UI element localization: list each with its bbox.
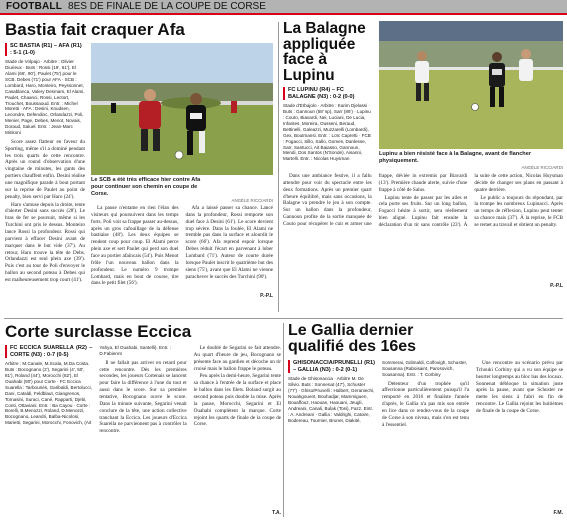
article-body (288, 360, 563, 510)
author-signature: T.A. (272, 510, 281, 516)
article-eccica-corte (5, 323, 281, 519)
author-signature: F.M. (553, 510, 563, 516)
paragraph: Score assez flatteur en faveur du Sporting, même s'il a dominé pendant les trois quarts de cette rencontre. Après un round d'observation d'une vingtaine de minutes, les gants des portiers chauffent enfin. Desini réalise une magnifique parade à bout portant sur la reprise de Paulet au point de penalty, bien servi par Haro (24'). (5, 138, 85, 200)
match-score: SC BASTIA (R1) – AFA (R1) : 5-1 (1-0) (5, 43, 85, 56)
article-body-continued (91, 205, 273, 293)
photo-credit: ANGÈLE RICCIARDI (231, 197, 273, 203)
section-header (0, 0, 567, 15)
article-title: Bastia fait craquer Afa (5, 21, 185, 39)
match-photo (91, 43, 273, 175)
match-info: Stade de Ghisonaccia · Arbitre M. De Silvio. Buts : Sonnenat (47'), Schuster (77') · Ghiso/Prunelli : Halbert, Geraniechi, Nouakgouent, Bouhadjar, Mammiguen, Bouaffouz, Haouan, Haouani, Jeugli, Andreani, Canali, Bulak (Tosi), Fazz. Entr. : A. Andreani · Gallia : Valdrighi, Catoire, Bodereau, Tournier, Brunet, Diakité, Sommerai, Gdimaldi, Colfovigh, Schuster, Sousanna (Raboisaint, Parosovich, Sousanna). Entr. : T. Corbiny (288, 360, 468, 423)
article-title: Le Gallia dernier qualifié des 16es (288, 323, 417, 355)
match-score: GHISONACCIA/PRUNELLI (R1) – GALLIA (N3) : 0-2 (0-1) (288, 360, 375, 373)
article-title: La Balagne appliquée face à Lupinu (283, 21, 366, 84)
match-info: Stade de Volpajo · Arbitre : Olivier Diurieux · Buts : Rossi (19', 61'), El Alami (66', 90'), Paulet (75') pour le SCB. Debes (71') pour AFA · SCB : Lombard, Haro, Monteiro, Peyssonnet, Casablanca, Valery Desmars, El Alami, Paulet, Chaanci, Rossi, Lectort, Trouchet, Boussaoud. Entr. : Michel Moretti · AFA : Desini, Knudsen, Lecondre, Defendinc, Orlandazzi, Poli, Menier, Page, Debes, Menot, Novais, Doraud, Saluel. Entr. : Jean-Marc Minkoni (5, 59, 85, 135)
paragraph: Peu après la demi-heure, Segarini tente sa chance à l'entrée de la surface et place le ballon dans les filets. Boland surgit au second poteau puis double la mise. Après la pause, Morocchi, Segarini et El Ouahabi complètent la marque. Corte rejoint les quarts de finale de la coupe de Corse. (193, 373, 281, 428)
paragraph: Le public a toujours du répondant, par la trompe les nombreux Lupinacci. Après un temps de réflexion, Lupinu peut tenter sa chance mais (37'). À la reprise, le FCB se remet au travail et obtient un penalty. (474, 194, 563, 228)
paragraph: Détenteur d'un trophée qu'il affectionne particulièrement puisqu'il l'a remporté en 2016 et finaliste l'année d'après, le Gallia n'a pas mis son entrée en lice dans ce rendez-vous de la coupe de Corse à son niveau, mais s'en est tenu à l'essentiel. (382, 380, 469, 428)
match-score: FC ECCICA SUARELLA (R2) – CORTE (N3) : 0-7 (0-5) (5, 345, 92, 358)
author-signature: P.-P.L (550, 282, 563, 289)
football-photo-lupinu (379, 21, 563, 149)
match-info: Stade d'Erbajolo · Arbitre : Karim Djelassi · Buts : Gannoun (58' sp), Sarr (86') · Lupinu : Couto, Biavardi, Nei, Luciani, De Lucia, Infantes, Moreira, Ousseni, Beraud, Bettinelli, Galeazzi, Muzzarelli (Lombardi), Gex, Boutmansi. Entr. : Loïc Capretti · FCB : Fogacci, Sillo, Sallo, Gomes, Danlesse, Sarr, Santucci, Ait Baiasso, Gannoun, Mendi, Dos Santos (N'Sonde), Aisanni, Martelli. Entr. : Nicolas Huysman (283, 103, 371, 162)
paragraph: Haro s'amuse depuis la droite, tente d'alerter Desini sans succès (28'). Le bras de fer se poursuit, même si les Turchini ont pris le dessus. Monteiro lance Rossi la profondeur. Rossi qui parvient à effacer Desini avant de marquer dans le but vide (37'). Au retour, Haro trouve la tête de Debs. Orlandazzi est seul plein axe (39'). Puis c'est au tour de Poli d'envoyer le ballon au second poteau à Debes qui est malheureusement trop court (41'). (5, 201, 85, 283)
paragraph: Afa a laissé passer sa chance. Lancé dans la profondeur, Rossi remporte son duel face à Desini (61'). Le score devient trop sévère. Dans la foulée, El Alami ne tremble pas dans la surface et alourdit le score (66'). Afa reprend espoir lorsque Debes réduit l'écart en parvenant à lober Lombard (71'). Auteur de courte durée lorsque Paulet inscrit le quatrième but des siens (75'), avant que El Alami ne vienne parachever le succès des Turchini (90'). (185, 204, 273, 280)
article-title: Corte surclasse Eccica (5, 323, 192, 341)
football-photo-bastia (91, 43, 273, 175)
article-body (283, 173, 563, 283)
column-divider (283, 323, 284, 517)
photo-credit: ANGÈLE RICCIARDI (521, 164, 563, 170)
paragraph: Le doublé de Segarini se fait attendre. Au quart d'heure de jeu, Bocognano se présente face au gardien et décoche un tir croisé mais le ballon frappe le poteau. (193, 345, 281, 372)
section-subtitle: 8ES DE FINALE DE LA COUPE DE CORSE (68, 1, 266, 12)
paragraph: Il ne fallait pas arriver en retard pour cette rencontre. Dès les premières secondes, les joueurs Cortenais se lancent pour faire la différence à l'une du tout et aussi dans le score. Sur sa première tentative, Bocognano ouvre le score. Dans la minute suivante, Segarini venait conclure de la tête, une action collective tranchant la Eccica. Les joueurs d'Eccica Suarella ne parviennent pas à contrôler la rencontre. (99, 359, 187, 435)
section-label: FOOTBALL (6, 1, 63, 12)
photo-caption: Lupinu a bien résisté face à la Balagne, avant de flancher physiquement. (379, 151, 532, 164)
match-info: Arbitre : M.Canale, M.Scala, M.Da Costa. Buts : Bocognano (2'), Segarini (4', 50', 81'), Roland (44'), Morocchi (82'), El Ouahabi (90') pour Corte · FC Eccica Suarella : Tarbouriés, Garibaldi, Bertolucci, Dani, Cataldi, Feldblaut, Giangrenos, Tomasini, Suraci, Cané, Rapparti, Djebi, Conti, Ottaviani. Entr. : Ba Cayou · Corte : Borelli, B.Menozzi, Roland, D.Menozzi, Bocognano, Leandri, Balba-Nicolosi, Marietti, Segarini, Morocchi, Fonovich, (Ait Yahya, El Ouahabi, Santelli). Entr. : D.Fabiennt (5, 345, 171, 426)
column-divider (278, 22, 279, 312)
match-score: FC LUPINU (R4) – FC BALAGNE (N3) : 0-2 (0-0) (283, 87, 373, 100)
paragraph: Une rencontre au scénario prévu par Tchouki Corbiny qui a vu son équipe se heurter longtemps au bloc bas des locaux. Sonnenat débloque la situation juste après la pause, avant que Schuster ne mette les siens à l'abri en fin de rencontre. Le Gallia rejoint les huitièmes de finale de la coupe de Corse. (476, 360, 563, 415)
row-divider (4, 318, 563, 319)
article-body (5, 139, 85, 284)
paragraph: Dans une ambiance festive, il a fallu attendre pour voir du spectacle entre les deux formations. Après un premier quart d'heure équilibré, mais sans occasions, la Balagne va prendre le jeu à son compte. Sur un ballon dans la profondeur, Gannoun profite de la sortie manquée de Couto pour récupérer le cuir et armer une frappe, déviée in extremis par Biavardi (13'). Première chaude alerte, suivie d'une frappe à côté de Salus. (283, 172, 468, 227)
paragraph: Lupinu tente de passer par les ailes et cela porte ses fruits. Sur un long ballon, Fogacci hésite à sortir, sera réellement bien aligné. Lupinu fait ensuite la déclaration d'un tir sans contrôle (23'). À la suite de cette action, Nicolas Huysman décide de changer ses plans en passant à quatre derrière. (378, 172, 563, 228)
photo-caption: Le SCB a été très efficace hier contre Afa pour continuer son chemin en coupe de Corse. (91, 177, 201, 197)
article-body (5, 345, 281, 510)
match-photo (379, 21, 563, 149)
article-ghisonaccia-gallia (288, 323, 563, 519)
article-bastia-afa (5, 21, 273, 316)
paragraph: La pause n'entame en rien l'élan des visiteurs qui poursuivent dans les temps forts. Poli voit sa frappe passer au-dessus, après un gros cafouillage de la défense bastiaise (48'). Les deux équipes se rendent coup pour coup. El Alami perce plein axe et sert Paulet qui perd son duel face au portier afaïncais (54'). Puis Menot frôle l'un nouveau ballon dans la profondeur. Le numéro 9 trompe Lombard, mais en bout de course, tire dans le petit filet (56'). (91, 204, 179, 287)
article-lupinu-balagne (283, 21, 563, 316)
author-signature: P.-P.L (260, 292, 273, 299)
